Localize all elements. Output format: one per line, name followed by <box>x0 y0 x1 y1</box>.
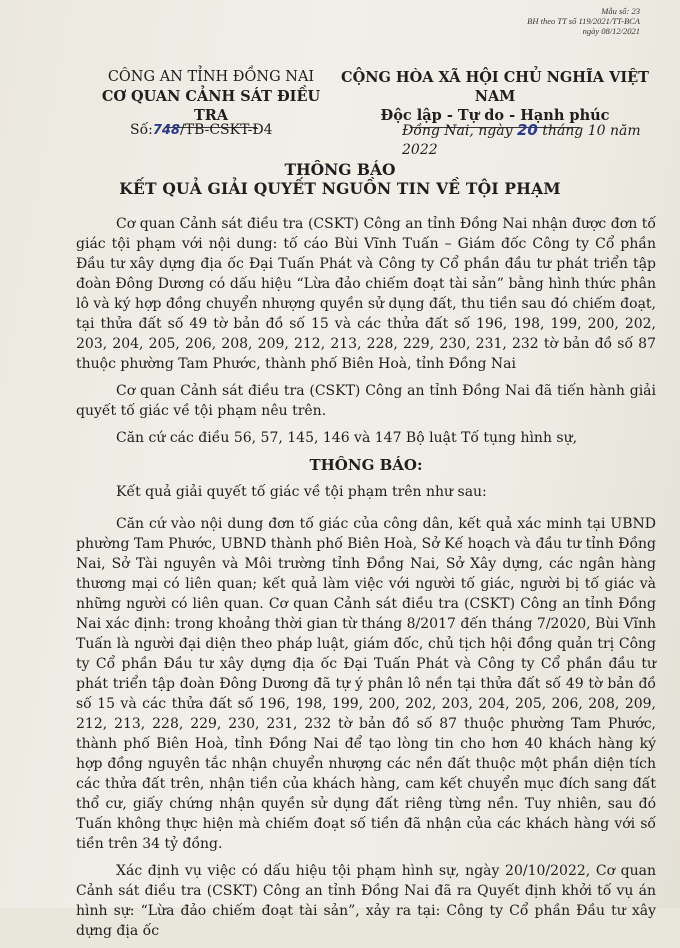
place-and-date <box>402 121 680 160</box>
document-body <box>76 214 656 948</box>
reference-number-handwritten: 748 <box>152 123 181 138</box>
reference-suffix: /TB-CSKT-Đ4 <box>180 122 273 138</box>
form-number-block <box>527 6 640 36</box>
reference-prefix: Số: <box>130 122 153 138</box>
national-motto: Độc lập - Tự do - Hạnh phúc <box>380 107 610 124</box>
document-reference <box>130 121 273 140</box>
paragraph-resolution: Cơ quan Cảnh sát điều tra (CSKT) Công an tỉnh Đồng Nai đã tiến hành giải quyết tố giác về tội phạm nêu trên. <box>76 383 656 419</box>
issuing-agency-header <box>96 68 326 128</box>
form-circular: BH theo TT số 119/2021/TT-BCA <box>527 16 640 26</box>
month-year-text: tháng 10 năm 2022 <box>402 123 641 158</box>
form-number: Mẫu số: 23 <box>601 6 640 16</box>
paragraph-result-intro: Kết quả giải quyết tố giác về tội phạm trên như sau: <box>116 484 487 500</box>
paragraph-complaint: Cơ quan Cảnh sát điều tra (CSKT) Công an tỉnh Đồng Nai nhận được đơn tố giác tội phạm với nội dung: tố cáo Bùi Vĩnh Tuấn – Giám đốc Công ty Cổ phần Đầu tư xây dựng địa ốc Đại Tuấn Phát và Công ty Cổ phần đầu tư phát triển tập đoàn Đông Dương có dấu hiệu “Lừa đảo chiếm đoạt tài sản” bằng hình thức phân lô và ký hợp đồng chuyển nhượng quyền sử dụng đất, thu tiền sau đó chiếm đoạt, tại thửa đất số 49 tờ bản đồ số 15 và các thửa đất số 196, 198, 199, 200, 202, 203, 204, 205, 206, 208, 209, 212, 213, 228, 229, 230, 231, 232 tờ bản đồ số 87 thuộc phường Tam Phước, thành phố Biên Hoà, tỉnh Đồng Nai <box>76 216 656 372</box>
document-title: THÔNG BÁO <box>284 160 396 179</box>
national-title: CỘNG HÒA XÃ HỘI CHỦ NGHĨA VIỆT NAM <box>341 69 649 105</box>
form-date: ngày 08/12/2021 <box>582 26 640 36</box>
announcement-heading: THÔNG BÁO: <box>309 456 423 474</box>
agency-parent: CÔNG AN TỈNH ĐỒNG NAI <box>107 69 315 85</box>
place-text: Đồng Nai, ngày <box>402 123 513 139</box>
paragraph-prosecution: Xác định vụ việc có dấu hiệu tội phạm hình sự, ngày 20/10/2022, Cơ quan Cảnh sát điều tra (CSKT) Công an tỉnh Đồng Nai đã ra Quyết định khởi tố vụ án hình sự: “Lừa đảo chiếm đoạt tài sản”, xảy ra tại: Công ty Cổ phần Đầu tư xây dựng địa ốc <box>76 863 656 939</box>
day-handwritten: 20 <box>516 121 538 139</box>
document-subtitle: KẾT QUẢ GIẢI QUYẾT NGUỒN TIN VỀ TỘI PHẠM <box>119 179 561 198</box>
national-header <box>330 68 660 128</box>
paragraph-findings: Căn cứ vào nội dung đơn tố giác của công dân, kết quả xác minh tại UBND phường Tam Phước, UBND thành phố Biên Hoà, Sở Kế hoạch và đầu tư tỉnh Đồng Nai, Sở Tài nguyên và Môi trường tỉnh Đồng Nai, Sở Xây dựng, các ngân hàng thương mại có liên quan; kết quả làm việc với người tố giác, người bị tố giác và những người có liên quan. Cơ quan Cảnh sát điều tra (CSKT) Công an tỉnh Đồng Nai xác định: trong khoảng thời gian từ tháng 8/2017 đến tháng 7/2020, Bùi Vĩnh Tuấn là người đại diện theo pháp luật, giám đốc, chủ tịch hội đồng quản trị Công ty Cổ phần Đầu tư xây dựng địa ốc Đại Tuấn Phát và Công ty Cổ phần đầu tư phát triển tập đoàn Đông Dương đã tự ý phân lô nền tại thửa đất số 49 tờ bản đồ số 15 và các thửa đất số 196, 198, 199, 200, 202, 203, 204, 205, 206, 208, 209, 212, 213, 228, 229, 230, 231, 232 tờ bản đồ số 87 thuộc phường Tam Phước, thành phố Biên Hoà, tỉnh Đồng Nai để tạo lòng tin cho hơn 40 khách hàng ký hợp đồng nguyên tắc nhận chuyển nhượng các nền đất thuộc một phần diện tích các thửa đất trên, nhận tiền của khách hàng, cam kết chuyển mục đích sang đất thổ cư, giấy chứng nhận quyền sử dụng đất riêng từng nền. Tuy nhiên, sau đó Tuấn không thực hiện mà chiếm đoạt số tiền đã nhận của các khách hàng với số tiền trên 34 tỷ đồng. <box>76 516 657 852</box>
agency-name: CƠ QUAN CẢNH SÁT ĐIỀU TRA <box>101 88 321 124</box>
paragraph-legal-basis: Căn cứ các điều 56, 57, 145, 146 và 147 Bộ luật Tố tụng hình sự, <box>116 430 578 446</box>
